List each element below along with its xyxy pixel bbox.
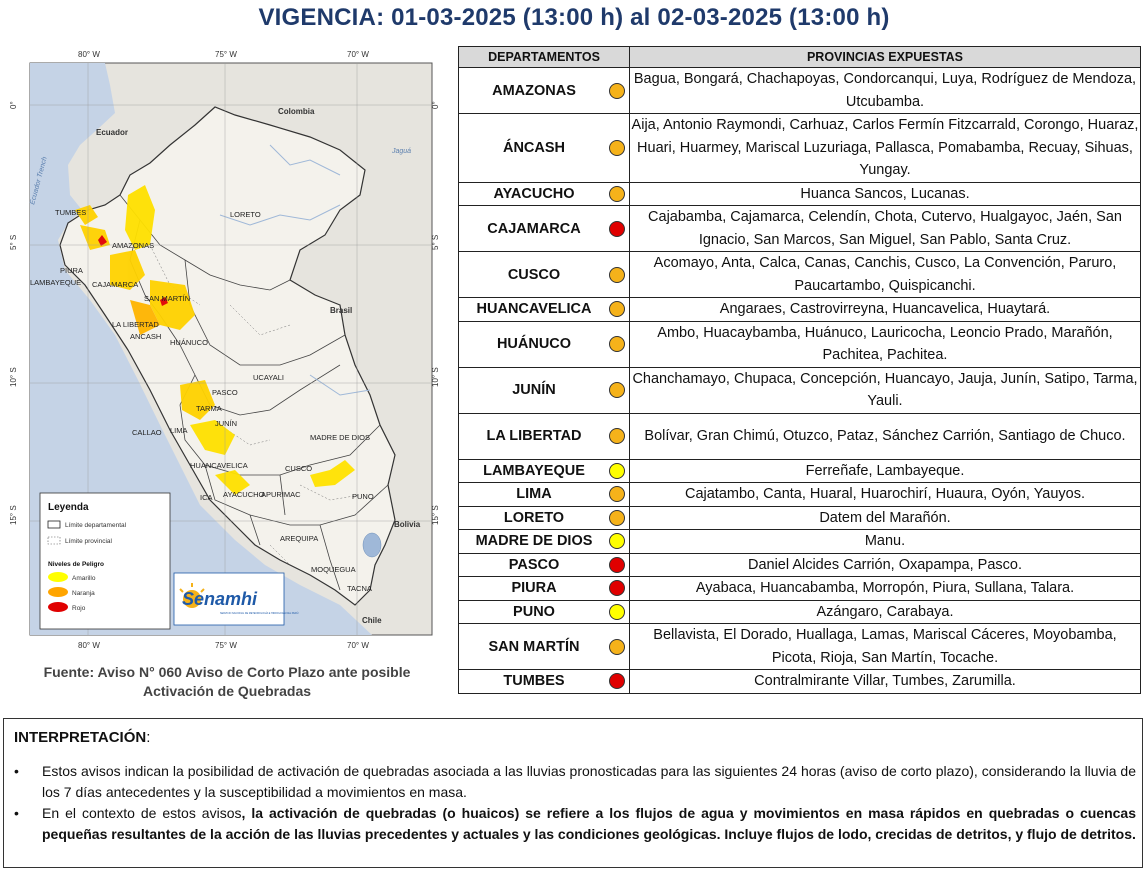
left-tick: 0° xyxy=(9,101,18,109)
department-cell xyxy=(459,68,630,114)
department-cell xyxy=(459,624,630,670)
bottom-tick: 75° W xyxy=(215,641,237,650)
validity-title: VIGENCIA: 01-03-2025 (13:00 h) al 02-03-2025 (13:00 h) xyxy=(258,4,890,31)
provinces-cell: Ambo, Huacaybamba, Huánuco, Lauricocha, Leoncio Prado, Marañón, Pachitea, Pachitea. xyxy=(630,321,1141,367)
dept-label: MADRE DE DIOS xyxy=(310,433,371,442)
bullet-text: En el contexto de estos avisos, la activación de quebradas (o huaicos) se refiere a los flujos de agua y movimientos en masa rápidos en quebradas o cuencas pequeñas resultantes de la acción de las lluvias precedentes y actuales y las condiciones geológicas. Incluye flujos de lodo, crecidas de detritos, y flujo de detritos. xyxy=(42,805,1137,842)
hazard-level-dot xyxy=(609,510,625,526)
hazard-level-dot xyxy=(609,557,625,573)
dept-label: APURIMAC xyxy=(261,490,301,499)
dept-label: SAN MARTÍN xyxy=(144,294,191,303)
department-name: LIMA xyxy=(516,486,552,503)
table-row xyxy=(459,553,1141,577)
provinces-cell: Manu. xyxy=(630,530,1141,554)
country-label: Ecuador xyxy=(96,128,129,137)
department-cell xyxy=(459,182,630,206)
map-caption: Fuente: Aviso N° 060 Aviso de Corto Plazo ante posible Activación de Quebradas xyxy=(43,664,411,699)
hazard-level-dot xyxy=(609,639,625,655)
dept-label: TACNA xyxy=(347,584,372,593)
department-cell xyxy=(459,298,630,322)
department-cell xyxy=(459,206,630,252)
dept-label: CALLAO xyxy=(132,428,162,437)
legend-levels-title: Niveles de Peligro xyxy=(48,561,104,568)
logo-subtitle: SERVICIO NACIONAL DE METEOROLOGÍA E HIDROLOGÍA DEL PERÚ xyxy=(220,612,299,615)
provinces-cell: Chanchamayo, Chupaca, Concepción, Huancayo, Jauja, Junín, Satipo, Tarma, Yauli. xyxy=(630,367,1141,413)
department-cell xyxy=(459,530,630,554)
table-row xyxy=(459,577,1141,601)
hazard-level-dot xyxy=(609,533,625,549)
level-red-swatch xyxy=(48,602,68,612)
provinces-cell: Aija, Antonio Raymondi, Carhuaz, Carlos Fermín Fitzcarrald, Corongo, Huaraz, Huari, Huarmey, Mariscal Luzuriaga, Pallasca, Pomabamba, Recuay, Sihuas, Yungay. xyxy=(630,114,1141,183)
provinces-cell: Bagua, Bongará, Chachapoyas, Condorcanqui, Luya, Rodríguez de Mendoza, Utcubamba. xyxy=(630,68,1141,114)
department-cell xyxy=(459,483,630,507)
provinces-cell: Cajatambo, Canta, Huaral, Huarochirí, Huaura, Oyón, Yauyos. xyxy=(630,483,1141,507)
dept-label: TUMBES xyxy=(55,208,87,217)
right-tick: 0° xyxy=(431,101,440,109)
department-name: LORETO xyxy=(503,509,565,526)
department-cell xyxy=(459,600,630,624)
hazard-level-dot xyxy=(609,140,625,156)
department-name: PIURA xyxy=(511,580,557,597)
header-provinces: PROVINCIAS EXPUESTAS xyxy=(630,47,1141,68)
table-row xyxy=(459,459,1141,483)
top-tick: 80° W xyxy=(78,50,100,59)
department-name: PUNO xyxy=(513,603,555,620)
hazard-level-dot xyxy=(609,382,625,398)
department-name: TUMBES xyxy=(503,673,565,690)
table-row xyxy=(459,68,1141,114)
left-tick: 15° S xyxy=(9,505,18,525)
department-name: MADRE DE DIOS xyxy=(475,533,593,550)
department-cell xyxy=(459,577,630,601)
department-name: SAN MARTÍN xyxy=(488,638,580,655)
table-row xyxy=(459,530,1141,554)
departments-table xyxy=(458,46,1141,694)
provinces-cell: Azángaro, Carabaya. xyxy=(630,600,1141,624)
dept-label: JUNÍN xyxy=(215,419,238,428)
department-cell xyxy=(459,114,630,183)
bullet-symbol: • xyxy=(14,763,19,779)
hazard-level-dot xyxy=(609,463,625,479)
right-tick: 10° S xyxy=(431,367,440,387)
provinces-cell: Contralmirante Villar, Tumbes, Zarumilla. xyxy=(630,670,1141,694)
department-name: PASCO xyxy=(508,556,560,573)
dept-label: CAJAMARCA xyxy=(92,280,139,289)
dept-label: AYACUCHO xyxy=(223,490,265,499)
hazard-level-dot xyxy=(609,301,625,317)
department-cell xyxy=(459,670,630,694)
department-name: AMAZONAS xyxy=(492,82,576,99)
dept-label: LORETO xyxy=(230,210,261,219)
dept-label: LIMA xyxy=(170,426,188,435)
table-header-row xyxy=(459,47,1141,68)
left-tick: 10° S xyxy=(9,367,18,387)
interpretation-box xyxy=(3,718,1143,868)
dept-label: AMAZONAS xyxy=(112,241,155,250)
dept-label: LA LIBERTAD xyxy=(112,320,159,329)
table-row xyxy=(459,298,1141,322)
hazard-level-dot xyxy=(609,428,625,444)
provinces-cell: Ferreñafe, Lambayeque. xyxy=(630,459,1141,483)
hazard-level-dot xyxy=(609,604,625,620)
department-cell xyxy=(459,553,630,577)
country-label: Chile xyxy=(362,616,382,625)
table-row xyxy=(459,670,1141,694)
provinces-cell: Daniel Alcides Carrión, Oxapampa, Pasco. xyxy=(630,553,1141,577)
dept-label: HUANCAVELICA xyxy=(190,461,248,470)
top-tick: 70° W xyxy=(347,50,369,59)
dept-label: HUÁNUCO xyxy=(170,338,208,347)
dept-label: UCAYALI xyxy=(253,373,284,382)
bullet-symbol: • xyxy=(14,805,19,821)
department-name: CAJAMARCA xyxy=(487,220,581,237)
dept-label: LAMBAYEQUE xyxy=(30,278,82,287)
department-name: HUANCAVELICA xyxy=(476,301,592,318)
legend-level: Rojo xyxy=(72,605,86,612)
dept-label: PIURA xyxy=(60,266,83,275)
hazard-level-dot xyxy=(609,486,625,502)
hazard-level-dot xyxy=(609,580,625,596)
dept-label: CUSCO xyxy=(285,464,313,473)
country-label: Brasil xyxy=(330,306,353,315)
table-row xyxy=(459,206,1141,252)
legend-level: Amarillo xyxy=(72,575,96,582)
department-cell xyxy=(459,506,630,530)
provinces-cell: Bellavista, El Dorado, Huallaga, Lamas, Mariscal Cáceres, Moyobamba, Picota, Rioja, San Martín, Tocache. xyxy=(630,624,1141,670)
right-tick: 5° S xyxy=(431,234,440,250)
provinces-cell: Cajabamba, Cajamarca, Celendín, Chota, Cutervo, Hualgayoc, Jaén, San Ignacio, San Marcos, San Miguel, San Pablo, Santa Cruz. xyxy=(630,206,1141,252)
hazard-level-dot xyxy=(609,336,625,352)
department-cell xyxy=(459,459,630,483)
dept-label: TARMA xyxy=(196,404,222,413)
provinces-cell: Ayabaca, Huancabamba, Morropón, Piura, Sullana, Talara. xyxy=(630,577,1141,601)
table-row xyxy=(459,506,1141,530)
department-name: HUÁNUCO xyxy=(496,336,572,352)
level-yellow-swatch xyxy=(48,572,68,582)
table-row xyxy=(459,252,1141,298)
table-row xyxy=(459,600,1141,624)
dept-label: AREQUIPA xyxy=(280,534,319,543)
dept-label: ANCASH xyxy=(130,332,162,341)
department-name: AYACUCHO xyxy=(493,185,575,202)
left-tick: 5° S xyxy=(9,234,18,250)
header-departments: DEPARTAMENTOS xyxy=(459,47,630,68)
hazard-level-dot xyxy=(609,83,625,99)
country-label: Bolivia xyxy=(394,520,421,529)
map-legend xyxy=(40,493,170,629)
trench-label: Ecuador Trench xyxy=(29,156,49,206)
department-name: ÁNCASH xyxy=(502,139,566,156)
bottom-tick: 80° W xyxy=(78,641,100,650)
provinces-cell: Huanca Sancos, Lucanas. xyxy=(630,182,1141,206)
dept-label: ICA xyxy=(200,493,213,502)
provinces-cell: Bolívar, Gran Chimú, Otuzco, Pataz, Sánchez Carrión, Santiago de Chuco. xyxy=(630,413,1141,459)
department-name: CUSCO xyxy=(507,266,561,283)
top-tick: 75° W xyxy=(215,50,237,59)
bullet-text: Estos avisos indican la posibilidad de activación de quebradas asociada a las lluvias pronosticadas para las siguientes 24 horas (aviso de corto plazo), considerando la lluvia de los 7 días antecedentes y la susceptibilidad a movimientos en masa. xyxy=(42,763,1136,800)
department-cell xyxy=(459,413,630,459)
legend-title: Leyenda xyxy=(48,502,89,513)
department-name: LA LIBERTAD xyxy=(486,428,582,444)
department-cell xyxy=(459,321,630,367)
bullet-item xyxy=(14,803,1136,845)
interpretation-heading: INTERPRETACIÓN: xyxy=(14,729,151,746)
provinces-cell: Angaraes, Castrovirreyna, Huancavelica, Huaytará. xyxy=(630,298,1141,322)
hazard-level-dot xyxy=(609,186,625,202)
department-cell xyxy=(459,367,630,413)
logo-name: Senamhi xyxy=(182,589,258,609)
legend-level: Naranja xyxy=(72,590,95,597)
provinces-cell: Datem del Marañón. xyxy=(630,506,1141,530)
table-row xyxy=(459,413,1141,459)
table-row xyxy=(459,624,1141,670)
table-row xyxy=(459,483,1141,507)
country-label: Colombia xyxy=(278,107,315,116)
table-row xyxy=(459,367,1141,413)
hazard-level-dot xyxy=(609,267,625,283)
hazard-level-dot xyxy=(609,221,625,237)
department-name: LAMBAYEQUE xyxy=(483,462,585,479)
bullet-item xyxy=(14,761,1136,803)
table-row xyxy=(459,114,1141,183)
legend-item: Límite provincial xyxy=(65,538,112,545)
hazard-level-dot xyxy=(609,673,625,689)
dept-label: PASCO xyxy=(212,388,238,397)
senamhi-logo xyxy=(174,573,299,625)
river-label: Jaguá xyxy=(392,148,412,155)
department-name: JUNÍN xyxy=(512,382,556,398)
right-tick: 15° S xyxy=(431,505,440,525)
table-row xyxy=(459,182,1141,206)
hazard-map xyxy=(10,45,444,657)
bottom-tick: 70° W xyxy=(347,641,369,650)
level-orange-swatch xyxy=(48,587,68,597)
dept-label: MOQUEGUA xyxy=(311,565,356,574)
provinces-cell: Acomayo, Anta, Calca, Canas, Canchis, Cusco, La Convención, Paruro, Paucartambo, Quispicanchi. xyxy=(630,252,1141,298)
department-cell xyxy=(459,252,630,298)
table-row xyxy=(459,321,1141,367)
dept-label: PUNO xyxy=(352,492,374,501)
legend-item: Límite departamental xyxy=(65,522,127,529)
